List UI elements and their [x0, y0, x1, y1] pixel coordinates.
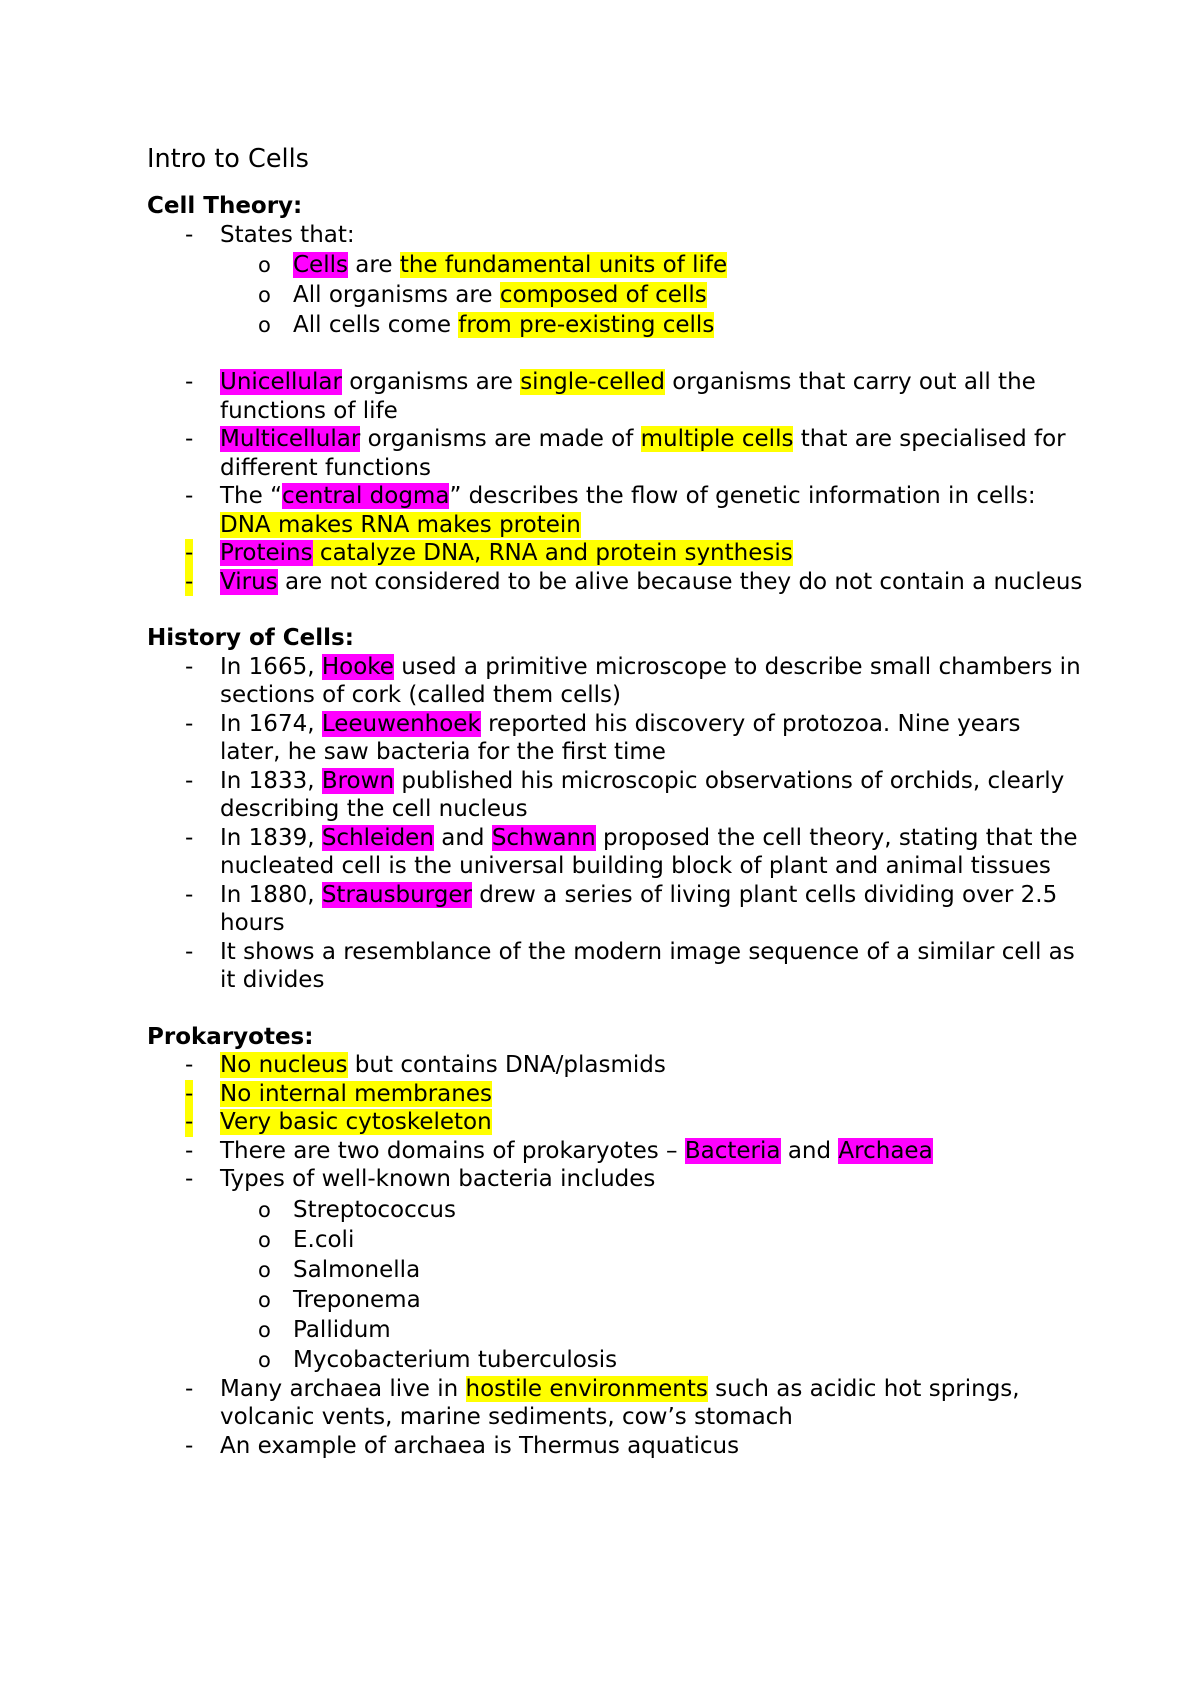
text-run: The “ [220, 483, 283, 509]
highlight: No nucleus [220, 1052, 348, 1078]
list-item: o E.coli [220, 1225, 1087, 1255]
heading-history: History of Cells: [147, 625, 354, 651]
text-run: In 1665, [220, 653, 322, 680]
key-term: Archaea [838, 1137, 933, 1164]
highlight: single-celled [520, 369, 665, 395]
section-history [147, 624, 1087, 995]
text-run: reported his discovery of protozoa. Nine years later, he saw bacteria for the first time [220, 710, 1021, 765]
list-item [147, 1165, 1087, 1375]
heading-cell-theory: Cell Theory: [147, 193, 303, 219]
text-run: such as acidic hot springs, volcanic vents, marine sediments, cow’s stomach [220, 1375, 1020, 1430]
list-item [147, 653, 1087, 710]
section-prokaryotes [147, 1023, 1087, 1461]
text-run: In 1839, [220, 824, 322, 851]
highlight: from pre-existing cells [458, 312, 715, 338]
text-run: In 1674, [220, 710, 322, 737]
text-run: All cells come [293, 312, 459, 338]
key-term: Hooke [321, 653, 394, 680]
highlight: No internal membranes [220, 1080, 492, 1107]
key-term: Virus [220, 568, 278, 595]
key-term: Multicellular [220, 426, 361, 452]
text-run: drew a series of living plant cells dividing over 2.5 hours [220, 881, 1058, 936]
highlight: hostile environments [465, 1375, 708, 1402]
list-item: o Streptococcus [220, 1195, 1087, 1225]
list-item [147, 767, 1087, 824]
list-item [147, 1432, 1087, 1461]
list-item [147, 221, 1087, 341]
list-item [147, 368, 1087, 425]
list-item [147, 1080, 1087, 1109]
text-run: organisms are made of [360, 426, 641, 452]
list-item [220, 250, 1087, 280]
list-item: o Salmonella [220, 1255, 1087, 1285]
list-item [147, 1137, 1087, 1166]
list-item [220, 310, 1087, 340]
bacteria-list [220, 1195, 1087, 1375]
highlight: multiple cells [640, 426, 794, 452]
key-term: Cells [293, 252, 348, 278]
list-item [147, 938, 1087, 995]
text-run: It shows a resemblance of the modern image sequence of a similar cell as it divides [220, 938, 1075, 993]
text-run: Many archaea live in [220, 1375, 466, 1402]
text-run: are not considered to be alive because they do not contain a nucleus [277, 568, 1083, 595]
text-run: published his microscopic observations of orchids, clearly describing the cell nucleus [220, 767, 1065, 822]
states-intro: States that: [220, 221, 355, 248]
text-run: but contains DNA/plasmids [347, 1052, 666, 1078]
list-item: o Pallidum [220, 1315, 1087, 1345]
history-list [147, 653, 1087, 995]
list-item [147, 1051, 1087, 1080]
heading-prokaryotes: Prokaryotes: [147, 1023, 314, 1050]
list-item: o Mycobacterium tuberculosis [220, 1345, 1087, 1375]
key-term: Strausburger [321, 881, 472, 908]
key-term: Bacteria [684, 1137, 781, 1164]
list-item [147, 1375, 1087, 1432]
text-run: that are specialised for different functions [220, 426, 1066, 481]
list-item [147, 710, 1087, 767]
list-item [147, 881, 1087, 938]
text-run: An example of archaea is Thermus aquaticus [220, 1432, 740, 1459]
list-item [147, 482, 1087, 539]
cell-theory-states [220, 250, 1087, 340]
key-term: Unicellular [220, 369, 342, 395]
section-cell-theory [147, 192, 1087, 596]
highlight: Very basic cytoskeleton [220, 1109, 492, 1135]
highlight: the fundamental units of life [399, 252, 728, 278]
highlight: catalyze DNA, RNA and protein synthesis [312, 540, 793, 566]
key-term: Schleiden [321, 824, 434, 851]
document-title: Intro to Cells [147, 144, 309, 174]
document-content [147, 142, 1087, 1488]
list-item [147, 568, 1087, 597]
text-run: used a primitive microscope to describe small chambers in sections of cork (called them cells) [220, 653, 1081, 708]
prokaryotes-list [147, 1051, 1087, 1460]
key-term: Proteins [220, 540, 313, 566]
key-term: Brown [321, 767, 395, 794]
text-run: and [780, 1137, 839, 1164]
text-run: and [433, 824, 492, 851]
highlight: DNA makes RNA makes protein [220, 511, 581, 538]
text-run: All organisms are [293, 282, 500, 308]
cell-theory-points [147, 368, 1087, 596]
key-term: Schwann [491, 824, 596, 851]
text-run: Types of well-known bacteria includes [220, 1166, 656, 1192]
list-item [147, 539, 1087, 568]
text-run: proposed the cell theory, stating that the nucleated cell is the universal building block of plant and animal tissues [220, 824, 1078, 879]
list-item [147, 425, 1087, 482]
list-item [220, 280, 1087, 310]
text-run: organisms are [341, 369, 521, 395]
cell-theory-list [147, 221, 1087, 341]
text-run: ” describes the flow of genetic information in cells: [449, 483, 1036, 509]
key-term: Leeuwenhoek [321, 710, 481, 737]
list-item: o Treponema [220, 1285, 1087, 1315]
text-run: are [347, 252, 400, 278]
spacer [147, 340, 1087, 368]
text-run: In 1880, [220, 881, 322, 908]
highlight: composed of cells [499, 282, 707, 308]
text-run: organisms that carry out all the functions of life [220, 369, 1036, 424]
text-run: There are two domains of prokaryotes – [220, 1137, 685, 1164]
key-term: central dogma [282, 483, 450, 509]
list-item [147, 1108, 1087, 1137]
list-item [147, 824, 1087, 881]
text-run: In 1833, [220, 767, 322, 794]
